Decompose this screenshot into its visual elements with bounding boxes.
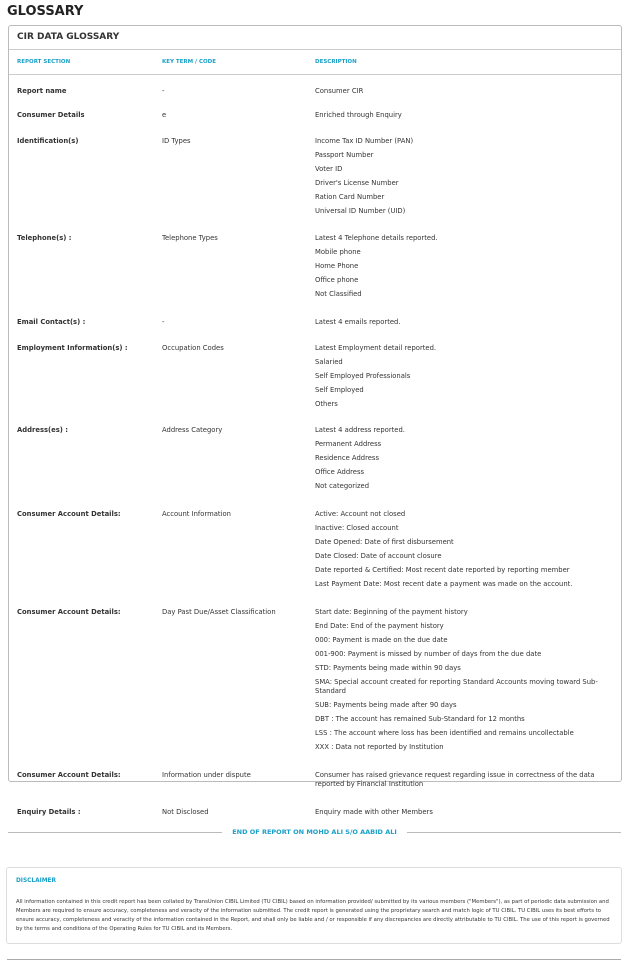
description-line: Active: Account not closed — [315, 510, 406, 518]
description-line: Consumer has raised grievance request regarding issue in correctness of the data reported by Financial Institution — [315, 770, 595, 788]
key-term: Account Information — [162, 510, 231, 518]
report-section: Enquiry Details : — [17, 808, 81, 816]
description-line: Date Closed: Date of account closure — [315, 552, 442, 560]
description-line: Home Phone — [315, 262, 359, 270]
description — [315, 341, 621, 411]
description-line: Latest 4 emails reported. — [315, 318, 401, 326]
key-term: e — [162, 111, 167, 119]
description — [315, 805, 621, 819]
report-section: Telephone(s) : — [17, 234, 72, 242]
description-line: Latest 4 address reported. — [315, 426, 405, 434]
description-line: Passport Number — [315, 151, 374, 159]
report-section: Consumer Account Details: — [17, 608, 121, 616]
report-section: Consumer Account Details: — [17, 771, 121, 779]
glossary-card — [8, 25, 622, 816]
table-row — [9, 79, 621, 103]
description-line: Driver's License Number — [315, 179, 399, 187]
description-line: End Date: End of the payment history — [315, 622, 444, 630]
table-row — [9, 310, 621, 336]
disclaimer-card — [6, 867, 622, 944]
table-header — [9, 50, 621, 75]
description-line: XXX : Data not reported by Institution — [315, 743, 444, 751]
table-row — [9, 226, 621, 310]
key-term: Telephone Types — [162, 234, 218, 242]
table-row — [9, 418, 621, 502]
description-line: Office phone — [315, 276, 359, 284]
description-line: Ration Card Number — [315, 193, 385, 201]
table-row — [9, 103, 621, 129]
description-line: Consumer CIR — [315, 87, 364, 95]
column-header: REPORT SECTION — [17, 59, 71, 65]
description — [315, 231, 621, 301]
disclaimer-title: DISCLAIMER — [16, 878, 56, 884]
description-line: Not categorized — [315, 482, 370, 490]
description-line: Not Classified — [315, 290, 362, 298]
page-title: GLOSSARY — [7, 4, 84, 19]
table-row — [9, 763, 621, 800]
description-line: LSS : The account where loss has been identified and remains uncollectable — [315, 728, 574, 737]
description-line: Self Employed Professionals — [315, 372, 411, 380]
description-line: STD: Payments being made within 90 days — [315, 664, 461, 672]
description — [315, 84, 621, 98]
description-line: Inactive: Closed account — [315, 524, 399, 532]
description-line: Salaried — [315, 358, 343, 366]
report-section: Employment Information(s) : — [17, 344, 128, 352]
description — [315, 134, 621, 218]
end-of-report-text: END OF REPORT ON MOHD ALI S/O AABID ALI — [232, 828, 397, 836]
description-line: 001-900: Payment is missed by number of days from the due date — [315, 650, 542, 658]
description-line: Date reported & Certified: Most recent date reported by reporting member — [315, 565, 570, 574]
key-term: Information under dispute — [162, 771, 251, 779]
table-row — [9, 336, 621, 418]
description-line: 000: Payment is made on the due date — [315, 636, 448, 644]
description-line: Enriched through Enquiry — [315, 111, 402, 119]
divider — [7, 959, 621, 960]
description-line: Self Employed — [315, 386, 364, 394]
description-line: Date Opened: Date of first disbursement — [315, 538, 454, 546]
report-section: Report name — [17, 87, 67, 95]
card-title: CIR DATA GLOSSARY — [9, 26, 621, 50]
description-line: Others — [315, 400, 338, 408]
description-line: Universal ID Number (UID) — [315, 207, 406, 215]
description-line: Start date: Beginning of the payment history — [315, 608, 468, 616]
key-term: Address Category — [162, 426, 223, 434]
table-body — [9, 75, 621, 830]
key-term: ID Types — [162, 137, 191, 145]
key-term: - — [162, 318, 165, 326]
report-section: Identification(s) — [17, 137, 79, 145]
description-line: Latest 4 Telephone details reported. — [315, 234, 438, 242]
description — [315, 507, 621, 591]
description-line: Last Payment Date: Most recent date a payment was made on the account. — [315, 580, 573, 588]
description-line: DBT : The account has remained Sub-Standard for 12 months — [315, 715, 525, 723]
table-row — [9, 129, 621, 226]
description-line: SMA: Special account created for reporting Standard Accounts moving toward Sub-Standard — [315, 677, 598, 695]
description — [315, 315, 621, 329]
description-line: Voter ID — [315, 165, 343, 173]
key-term: Day Past Due/Asset Classification — [162, 608, 276, 616]
description-line: Residence Address — [315, 454, 379, 462]
report-section: Consumer Details — [17, 111, 85, 119]
description-line: Income Tax ID Number (PAN) — [315, 137, 414, 145]
key-term: Not Disclosed — [162, 808, 209, 816]
table-row — [9, 600, 621, 763]
description-line: Permanent Address — [315, 440, 382, 448]
column-header: KEY TERM / CODE — [162, 59, 217, 65]
description — [315, 605, 621, 754]
column-header: DESCRIPTION — [315, 59, 357, 65]
divider — [8, 832, 222, 833]
description — [315, 768, 621, 791]
key-term: - — [162, 87, 165, 95]
table-row — [9, 800, 621, 830]
report-section: Address(es) : — [17, 426, 68, 434]
report-section: Consumer Account Details: — [17, 510, 121, 518]
key-term: Occupation Codes — [162, 344, 224, 352]
description-line: Mobile phone — [315, 248, 361, 256]
disclaimer-text: All information contained in this credit report has been collated by TransUnion CIBIL Limited (TU CIBIL) based on information provided/ submitted by its various members ("Members"), as part of periodic data submission and Members are required to ensure accuracy, completeness and veracity of the information submitted. The credit report is generated using the proprietary search and match logic of TU CIBIL. TU CIBIL uses its best efforts to ensure accuracy, completeness and veracity of the information contained in the Report, and shall only be liable and / or responsible if any discrepancies are directly attributable to TU CIBIL. The use of this report is governed by the terms and conditions of the Operating Rules for TU CIBIL and its Members. — [16, 899, 610, 932]
description — [315, 108, 621, 122]
report-section: Email Contact(s) : — [17, 318, 86, 326]
description-line: Latest Employment detail reported. — [315, 344, 437, 352]
divider — [407, 832, 621, 833]
description — [315, 423, 621, 493]
table-row — [9, 502, 621, 600]
description-line: Office Address — [315, 468, 365, 476]
description-line: Enquiry made with other Members — [315, 808, 433, 816]
end-of-report — [8, 828, 621, 836]
description-line: SUB: Payments being made after 90 days — [315, 701, 457, 709]
